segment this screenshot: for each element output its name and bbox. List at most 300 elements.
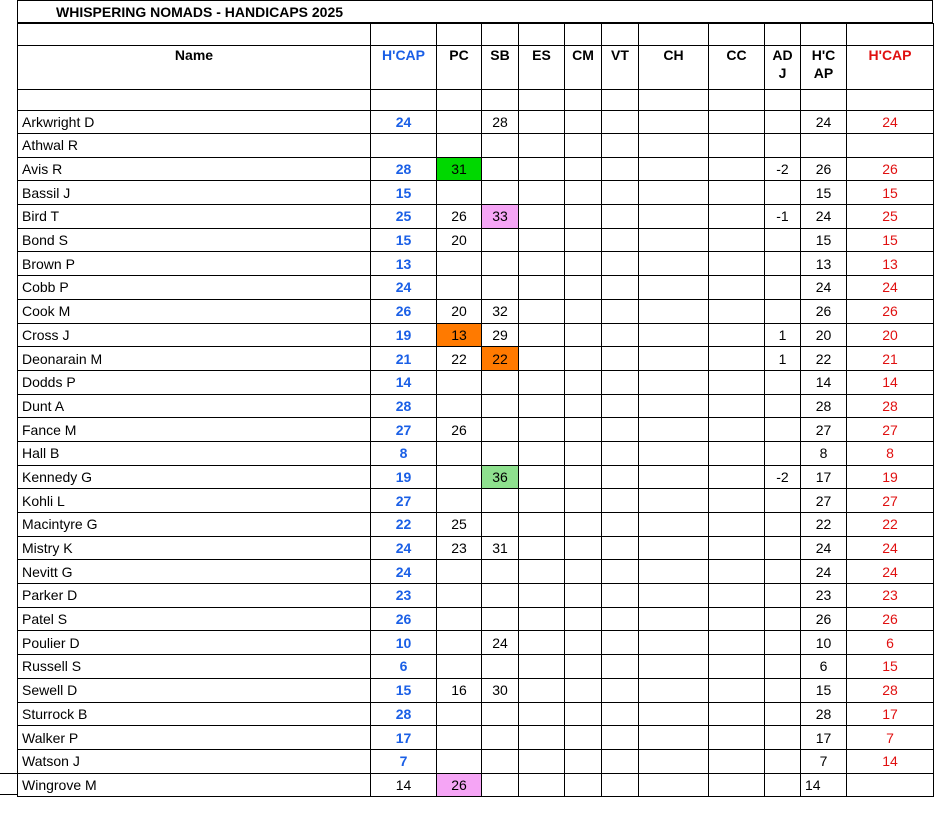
table-row [18, 655, 934, 679]
final-hcap-cell: 26 [847, 299, 934, 323]
mid-hcap-cell: 26 [801, 607, 847, 631]
start-hcap-cell: 22 [371, 513, 437, 537]
pc-cell [437, 252, 482, 276]
start-hcap-cell: 24 [371, 276, 437, 300]
mid-hcap-cell: 15 [801, 678, 847, 702]
adj-cell: 1 [765, 323, 801, 347]
sb-cell [482, 157, 519, 181]
adj-cell [765, 111, 801, 134]
adj-cell [765, 513, 801, 537]
start-hcap-cell: 7 [371, 749, 437, 773]
vt-cell [602, 394, 639, 418]
header-name: Name [18, 46, 371, 90]
ch-cell [639, 347, 709, 371]
vt-cell [602, 441, 639, 465]
sheet-title: WHISPERING NOMADS - HANDICAPS 2025 [56, 4, 344, 20]
cc-cell [709, 181, 765, 205]
final-hcap-cell: 24 [847, 276, 934, 300]
sb-cell [482, 655, 519, 679]
table-row [18, 726, 934, 750]
sb-cell: 33 [482, 205, 519, 229]
sb-cell [482, 607, 519, 631]
table-row [18, 678, 934, 702]
vt-cell [602, 276, 639, 300]
player-name: Bond S [18, 228, 371, 252]
header-es: ES [519, 46, 565, 90]
es-cell [519, 489, 565, 513]
pc-cell: 13 [437, 323, 482, 347]
mid-hcap-cell: 6 [801, 655, 847, 679]
cm-cell [565, 489, 602, 513]
adj-cell: -1 [765, 205, 801, 229]
player-rows [18, 111, 934, 797]
adj-cell [765, 702, 801, 726]
final-hcap-cell: 28 [847, 394, 934, 418]
start-hcap-cell: 6 [371, 655, 437, 679]
ch-cell [639, 773, 709, 797]
header-mid-hcap-line1: H'C [811, 47, 836, 63]
cm-cell [565, 394, 602, 418]
sb-cell: 36 [482, 465, 519, 489]
start-hcap-cell: 24 [371, 536, 437, 560]
player-name: Watson J [18, 749, 371, 773]
adj-cell [765, 299, 801, 323]
pc-cell [437, 370, 482, 394]
start-hcap-cell: 14 [371, 773, 437, 797]
final-hcap-cell: 20 [847, 323, 934, 347]
player-name: Kennedy G [18, 465, 371, 489]
table-row [18, 394, 934, 418]
cm-cell [565, 134, 602, 158]
mid-hcap-cell: 20 [801, 323, 847, 347]
pc-cell: 25 [437, 513, 482, 537]
player-name: Hall B [18, 441, 371, 465]
final-hcap-cell: 27 [847, 489, 934, 513]
cc-cell [709, 111, 765, 134]
es-cell [519, 726, 565, 750]
vt-cell [602, 513, 639, 537]
mid-hcap-cell: 28 [801, 702, 847, 726]
mid-hcap-cell [801, 134, 847, 158]
ch-cell [639, 418, 709, 442]
pc-cell: 22 [437, 347, 482, 371]
table-row [18, 205, 934, 229]
mid-hcap-cell: 10 [801, 631, 847, 655]
final-hcap-cell: 6 [847, 631, 934, 655]
final-hcap-cell [847, 773, 934, 797]
sb-cell: 22 [482, 347, 519, 371]
ch-cell [639, 111, 709, 134]
es-cell [519, 678, 565, 702]
cm-cell [565, 181, 602, 205]
header-cm: CM [565, 46, 602, 90]
pc-cell [437, 394, 482, 418]
table-row [18, 347, 934, 371]
table-row [18, 370, 934, 394]
cm-cell [565, 536, 602, 560]
cm-cell [565, 678, 602, 702]
ch-cell [639, 560, 709, 584]
player-name: Dunt A [18, 394, 371, 418]
vt-cell [602, 111, 639, 134]
cm-cell [565, 252, 602, 276]
table-row [18, 252, 934, 276]
spacer-row [18, 24, 934, 46]
vt-cell [602, 323, 639, 347]
player-name: Wingrove M [18, 773, 371, 797]
start-hcap-cell: 19 [371, 465, 437, 489]
player-name: Dodds P [18, 370, 371, 394]
cm-cell [565, 111, 602, 134]
cm-cell [565, 560, 602, 584]
vt-cell [602, 465, 639, 489]
pc-cell: 20 [437, 228, 482, 252]
es-cell [519, 702, 565, 726]
sb-cell [482, 394, 519, 418]
start-hcap-cell: 28 [371, 702, 437, 726]
cc-cell [709, 465, 765, 489]
final-hcap-cell: 28 [847, 678, 934, 702]
mid-hcap-cell: 22 [801, 347, 847, 371]
vt-cell [602, 584, 639, 608]
final-hcap-cell: 24 [847, 111, 934, 134]
vt-cell [602, 560, 639, 584]
header-mid-hcap [801, 46, 847, 90]
sb-cell [482, 773, 519, 797]
adj-cell [765, 441, 801, 465]
row-marker [0, 773, 17, 795]
es-cell [519, 513, 565, 537]
es-cell [519, 773, 565, 797]
mid-hcap-cell: 17 [801, 726, 847, 750]
start-hcap-cell: 15 [371, 228, 437, 252]
cc-cell [709, 678, 765, 702]
sb-cell [482, 418, 519, 442]
header-adj-line2: J [778, 65, 787, 81]
es-cell [519, 536, 565, 560]
table-row [18, 773, 934, 797]
cc-cell [709, 347, 765, 371]
es-cell [519, 347, 565, 371]
sb-cell [482, 228, 519, 252]
adj-cell [765, 370, 801, 394]
cc-cell [709, 299, 765, 323]
es-cell [519, 607, 565, 631]
cm-cell [565, 702, 602, 726]
adj-cell: 1 [765, 347, 801, 371]
final-hcap-cell: 24 [847, 560, 934, 584]
final-hcap-cell: 8 [847, 441, 934, 465]
cm-cell [565, 323, 602, 347]
vt-cell [602, 205, 639, 229]
es-cell [519, 134, 565, 158]
final-hcap-cell: 15 [847, 655, 934, 679]
cc-cell [709, 157, 765, 181]
final-hcap-cell: 13 [847, 252, 934, 276]
pc-cell: 16 [437, 678, 482, 702]
start-hcap-cell: 26 [371, 607, 437, 631]
cc-cell [709, 584, 765, 608]
final-hcap-cell: 25 [847, 205, 934, 229]
table-row [18, 181, 934, 205]
cc-cell [709, 370, 765, 394]
cc-cell [709, 702, 765, 726]
sb-cell [482, 181, 519, 205]
pc-cell [437, 749, 482, 773]
header-vt: VT [602, 46, 639, 90]
ch-cell [639, 631, 709, 655]
start-hcap-cell: 8 [371, 441, 437, 465]
start-hcap-cell: 15 [371, 678, 437, 702]
cc-cell [709, 252, 765, 276]
handicap-table [17, 23, 934, 797]
mid-hcap-cell: 8 [801, 441, 847, 465]
player-name: Kohli L [18, 489, 371, 513]
ch-cell [639, 370, 709, 394]
player-name: Arkwright D [18, 111, 371, 134]
adj-cell [765, 678, 801, 702]
player-name: Sewell D [18, 678, 371, 702]
table-row [18, 276, 934, 300]
player-name: Cross J [18, 323, 371, 347]
start-hcap-cell: 24 [371, 111, 437, 134]
mid-hcap-cell: 15 [801, 228, 847, 252]
adj-cell [765, 134, 801, 158]
sb-cell [482, 584, 519, 608]
player-name: Bassil J [18, 181, 371, 205]
vt-cell [602, 607, 639, 631]
table-row [18, 323, 934, 347]
mid-hcap-cell: 24 [801, 276, 847, 300]
sb-cell [482, 370, 519, 394]
vt-cell [602, 347, 639, 371]
start-hcap-cell: 26 [371, 299, 437, 323]
cc-cell [709, 276, 765, 300]
ch-cell [639, 536, 709, 560]
es-cell [519, 370, 565, 394]
table-row [18, 111, 934, 134]
cm-cell [565, 299, 602, 323]
header-sb: SB [482, 46, 519, 90]
table-row [18, 584, 934, 608]
vt-cell [602, 134, 639, 158]
es-cell [519, 276, 565, 300]
ch-cell [639, 157, 709, 181]
mid-hcap-cell: 26 [801, 157, 847, 181]
cc-cell [709, 205, 765, 229]
pc-cell: 20 [437, 299, 482, 323]
cm-cell [565, 465, 602, 489]
adj-cell [765, 560, 801, 584]
vt-cell [602, 181, 639, 205]
cm-cell [565, 513, 602, 537]
vt-cell [602, 678, 639, 702]
ch-cell [639, 489, 709, 513]
sb-cell [482, 441, 519, 465]
final-hcap-cell: 26 [847, 607, 934, 631]
cc-cell [709, 441, 765, 465]
es-cell [519, 181, 565, 205]
mid-hcap-cell: 27 [801, 418, 847, 442]
cm-cell [565, 584, 602, 608]
pc-cell [437, 584, 482, 608]
table-row [18, 465, 934, 489]
es-cell [519, 655, 565, 679]
header-adj-line1: AD [772, 47, 793, 63]
table-row [18, 418, 934, 442]
cc-cell [709, 631, 765, 655]
sb-cell [482, 702, 519, 726]
es-cell [519, 560, 565, 584]
ch-cell [639, 205, 709, 229]
cm-cell [565, 631, 602, 655]
pc-cell [437, 607, 482, 631]
start-hcap-cell: 27 [371, 418, 437, 442]
final-hcap-cell: 14 [847, 749, 934, 773]
sb-cell [482, 726, 519, 750]
pc-cell [437, 134, 482, 158]
sb-cell: 32 [482, 299, 519, 323]
ch-cell [639, 678, 709, 702]
final-hcap-cell: 26 [847, 157, 934, 181]
cm-cell [565, 655, 602, 679]
pc-cell [437, 702, 482, 726]
mid-hcap-cell: 15 [801, 181, 847, 205]
mid-hcap-cell: 27 [801, 489, 847, 513]
pc-cell: 31 [437, 157, 482, 181]
ch-cell [639, 134, 709, 158]
ch-cell [639, 702, 709, 726]
player-name: Parker D [18, 584, 371, 608]
es-cell [519, 441, 565, 465]
cm-cell [565, 205, 602, 229]
adj-cell: -2 [765, 157, 801, 181]
table-row [18, 299, 934, 323]
start-hcap-cell: 10 [371, 631, 437, 655]
final-hcap-cell: 15 [847, 181, 934, 205]
start-hcap-cell: 15 [371, 181, 437, 205]
es-cell [519, 584, 565, 608]
pc-cell [437, 560, 482, 584]
final-hcap-cell: 17 [847, 702, 934, 726]
table-row [18, 513, 934, 537]
start-hcap-cell: 21 [371, 347, 437, 371]
mid-hcap-cell: 13 [801, 252, 847, 276]
es-cell [519, 631, 565, 655]
pc-cell: 26 [437, 418, 482, 442]
adj-cell [765, 489, 801, 513]
cc-cell [709, 560, 765, 584]
ch-cell [639, 441, 709, 465]
es-cell [519, 749, 565, 773]
final-hcap-cell: 15 [847, 228, 934, 252]
player-name: Fance M [18, 418, 371, 442]
es-cell [519, 299, 565, 323]
adj-cell [765, 584, 801, 608]
adj-cell [765, 536, 801, 560]
ch-cell [639, 749, 709, 773]
start-hcap-cell: 23 [371, 584, 437, 608]
ch-cell [639, 584, 709, 608]
header-start-hcap: H'CAP [371, 46, 437, 90]
cc-cell [709, 655, 765, 679]
table-row [18, 702, 934, 726]
ch-cell [639, 726, 709, 750]
pc-cell [437, 489, 482, 513]
sb-cell: 28 [482, 111, 519, 134]
ch-cell [639, 465, 709, 489]
table-row [18, 228, 934, 252]
spacer-row [18, 90, 934, 111]
cm-cell [565, 228, 602, 252]
vt-cell [602, 631, 639, 655]
es-cell [519, 205, 565, 229]
sb-cell [482, 749, 519, 773]
mid-hcap-cell: 26 [801, 299, 847, 323]
header-cc: CC [709, 46, 765, 90]
cc-cell [709, 323, 765, 347]
cc-cell [709, 607, 765, 631]
sb-cell: 31 [482, 536, 519, 560]
mid-hcap-cell: 24 [801, 111, 847, 134]
es-cell [519, 157, 565, 181]
ch-cell [639, 276, 709, 300]
final-hcap-cell: 27 [847, 418, 934, 442]
vt-cell [602, 702, 639, 726]
cc-cell [709, 726, 765, 750]
start-hcap-cell [371, 134, 437, 158]
sb-cell [482, 134, 519, 158]
table-row [18, 631, 934, 655]
cc-cell [709, 749, 765, 773]
mid-hcap-cell: 23 [801, 584, 847, 608]
pc-cell: 23 [437, 536, 482, 560]
player-name: Patel S [18, 607, 371, 631]
player-name: Sturrock B [18, 702, 371, 726]
player-name: Walker P [18, 726, 371, 750]
mid-hcap-cell: 24 [801, 536, 847, 560]
final-hcap-cell: 22 [847, 513, 934, 537]
start-hcap-cell: 27 [371, 489, 437, 513]
header-ch: CH [639, 46, 709, 90]
adj-cell [765, 181, 801, 205]
header-mid-hcap-line2: AP [813, 65, 834, 81]
player-name: Cobb P [18, 276, 371, 300]
adj-cell: -2 [765, 465, 801, 489]
mid-hcap-cell: 22 [801, 513, 847, 537]
adj-cell [765, 773, 801, 797]
player-name: Brown P [18, 252, 371, 276]
table-row [18, 560, 934, 584]
ch-cell [639, 323, 709, 347]
vt-cell [602, 252, 639, 276]
ch-cell [639, 513, 709, 537]
pc-cell [437, 726, 482, 750]
es-cell [519, 228, 565, 252]
table-row [18, 157, 934, 181]
table-row [18, 441, 934, 465]
adj-cell [765, 726, 801, 750]
header-final-hcap: H'CAP [847, 46, 934, 90]
cc-cell [709, 418, 765, 442]
mid-hcap-cell: 17 [801, 465, 847, 489]
pc-cell: 26 [437, 205, 482, 229]
pc-cell [437, 465, 482, 489]
vt-cell [602, 536, 639, 560]
start-hcap-cell: 13 [371, 252, 437, 276]
final-hcap-cell: 19 [847, 465, 934, 489]
mid-hcap-cell: 24 [801, 560, 847, 584]
